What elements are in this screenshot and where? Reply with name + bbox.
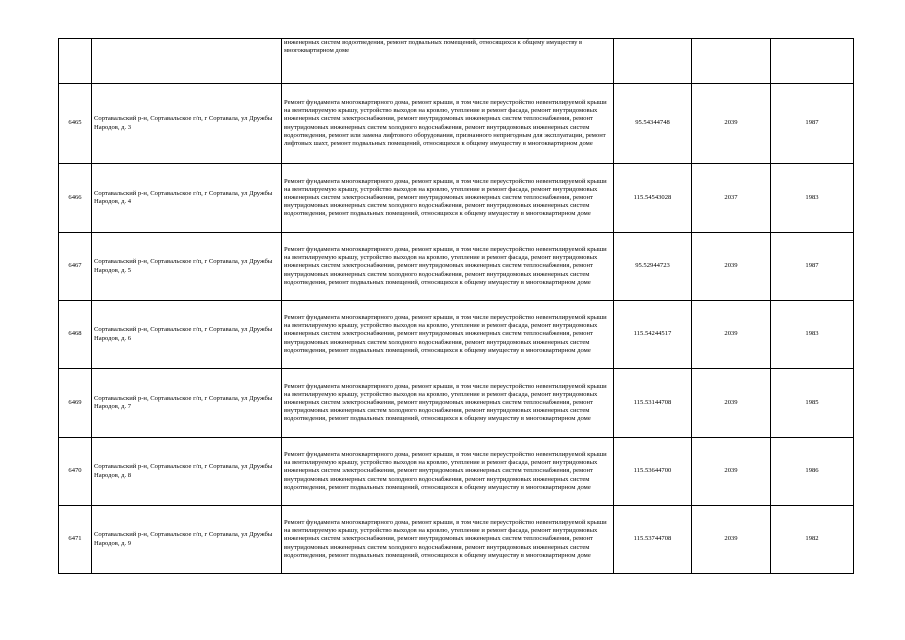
table-row	[59, 301, 854, 369]
works-list-cell: инженерных систем водоотведения, ремонт подвальных помещений, относящихся к общему имуществу в многоквартирном доме	[282, 39, 614, 84]
address-cell: Сортавальский р-н, Сортавальское г/п, г Сортавала, ул Дружбы Народов, д. 5	[92, 233, 282, 301]
works-list-cell: Ремонт фундамента многоквартирного дома, ремонт крыши, в том числе переустройство невентилируемой крыши на вентилируемую крышу, устройство выходов на кровлю, утепление и ремонт фасада, ремонт внутридомовых инженерных систем электроснабжения, ремонт внутридомовых инженерных систем теплоснабжения, ремонт внутридомовых инженерных систем холодного водоснабжения, ремонт внутридомовых инженерных систем водоотведения, ремонт или замена лифтового оборудования, признанного непригодным для эксплуатации, ремонт лифтовых шахт, ремонт подвальных помещений, относящихся к общему имуществу в многоквартирном доме	[282, 84, 614, 164]
address-cell: Сортавальский р-н, Сортавальское г/п, г Сортавала, ул Дружбы Народов, д. 4	[92, 164, 282, 233]
table-row	[59, 39, 854, 84]
build-year-cell: 1987	[771, 84, 854, 164]
works-list-cell: Ремонт фундамента многоквартирного дома, ремонт крыши, в том числе переустройство невентилируемой крыши на вентилируемую крышу, устройство выходов на кровлю, утепление и ремонт фасада, ремонт внутридомовых инженерных систем электроснабжения, ремонт внутридомовых инженерных систем теплоснабжения, ремонт внутридомовых инженерных систем холодного водоснабжения, ремонт внутридомовых инженерных систем водоотведения, ремонт подвальных помещений, относящихся к общему имуществу в многоквартирном доме	[282, 233, 614, 301]
address-cell: Сортавальский р-н, Сортавальское г/п, г Сортавала, ул Дружбы Народов, д. 3	[92, 84, 282, 164]
address-cell: Сортавальский р-н, Сортавальское г/п, г Сортавала, ул Дружбы Народов, д. 9	[92, 506, 282, 574]
planned-year-cell: 2039	[692, 84, 771, 164]
row-number-cell: 6469	[59, 369, 92, 438]
row-number-cell: 6470	[59, 438, 92, 506]
address-cell: Сортавальский р-н, Сортавальское г/п, г Сортавала, ул Дружбы Народов, д. 6	[92, 301, 282, 369]
works-list-cell: Ремонт фундамента многоквартирного дома, ремонт крыши, в том числе переустройство невентилируемой крыши на вентилируемую крышу, устройство выходов на кровлю, утепление и ремонт фасада, ремонт внутридомовых инженерных систем электроснабжения, ремонт внутридомовых инженерных систем теплоснабжения, ремонт внутридомовых инженерных систем холодного водоснабжения, ремонт внутридомовых инженерных систем водоотведения, ремонт подвальных помещений, относящихся к общему имуществу в многоквартирном доме	[282, 301, 614, 369]
row-number-cell: 6468	[59, 301, 92, 369]
works-list-cell: Ремонт фундамента многоквартирного дома, ремонт крыши, в том числе переустройство невентилируемой крыши на вентилируемую крышу, устройство выходов на кровлю, утепление и ремонт фасада, ремонт внутридомовых инженерных систем электроснабжения, ремонт внутридомовых инженерных систем теплоснабжения, ремонт внутридомовых инженерных систем холодного водоснабжения, ремонт внутридомовых инженерных систем водоотведения, ремонт подвальных помещений, относящихся к общему имуществу в многоквартирном доме	[282, 164, 614, 233]
table-row	[59, 164, 854, 233]
area-cell: 115.54244517	[614, 301, 692, 369]
area-cell	[614, 39, 692, 84]
row-number-cell: 6466	[59, 164, 92, 233]
build-year-cell: 1985	[771, 369, 854, 438]
row-number-cell: 6471	[59, 506, 92, 574]
area-cell: 115.53644700	[614, 438, 692, 506]
area-cell: 95.52944723	[614, 233, 692, 301]
build-year-cell: 1986	[771, 438, 854, 506]
works-list-cell: Ремонт фундамента многоквартирного дома, ремонт крыши, в том числе переустройство невентилируемой крыши на вентилируемую крышу, устройство выходов на кровлю, утепление и ремонт фасада, ремонт внутридомовых инженерных систем электроснабжения, ремонт внутридомовых инженерных систем теплоснабжения, ремонт внутридомовых инженерных систем холодного водоснабжения, ремонт внутридомовых инженерных систем водоотведения, ремонт подвальных помещений, относящихся к общему имуществу в многоквартирном доме	[282, 506, 614, 574]
table-row	[59, 506, 854, 574]
table-row	[59, 84, 854, 164]
build-year-cell	[771, 39, 854, 84]
build-year-cell: 1987	[771, 233, 854, 301]
table-row	[59, 233, 854, 301]
works-list-cell: Ремонт фундамента многоквартирного дома, ремонт крыши, в том числе переустройство невентилируемой крыши на вентилируемую крышу, устройство выходов на кровлю, утепление и ремонт фасада, ремонт внутридомовых инженерных систем электроснабжения, ремонт внутридомовых инженерных систем теплоснабжения, ремонт внутридомовых инженерных систем холодного водоснабжения, ремонт внутридомовых инженерных систем водоотведения, ремонт подвальных помещений, относящихся к общему имуществу в многоквартирном доме	[282, 369, 614, 438]
build-year-cell: 1982	[771, 506, 854, 574]
works-list-cell: Ремонт фундамента многоквартирного дома, ремонт крыши, в том числе переустройство невентилируемой крыши на вентилируемую крышу, устройство выходов на кровлю, утепление и ремонт фасада, ремонт внутридомовых инженерных систем электроснабжения, ремонт внутридомовых инженерных систем теплоснабжения, ремонт внутридомовых инженерных систем холодного водоснабжения, ремонт внутридомовых инженерных систем водоотведения, ремонт подвальных помещений, относящихся к общему имуществу в многоквартирном доме	[282, 438, 614, 506]
address-cell	[92, 39, 282, 84]
row-number-cell: 6467	[59, 233, 92, 301]
row-number-cell	[59, 39, 92, 84]
area-cell: 115.53744708	[614, 506, 692, 574]
address-cell: Сортавальский р-н, Сортавальское г/п, г Сортавала, ул Дружбы Народов, д. 8	[92, 438, 282, 506]
area-cell: 115.54543028	[614, 164, 692, 233]
planned-year-cell: 2039	[692, 233, 771, 301]
table-row	[59, 369, 854, 438]
build-year-cell: 1983	[771, 301, 854, 369]
table-row	[59, 438, 854, 506]
planned-year-cell: 2039	[692, 506, 771, 574]
planned-year-cell	[692, 39, 771, 84]
repair-program-table	[58, 38, 854, 574]
planned-year-cell: 2039	[692, 438, 771, 506]
address-cell: Сортавальский р-н, Сортавальское г/п, г Сортавала, ул Дружбы Народов, д. 7	[92, 369, 282, 438]
planned-year-cell: 2037	[692, 164, 771, 233]
area-cell: 95.54344748	[614, 84, 692, 164]
planned-year-cell: 2039	[692, 369, 771, 438]
build-year-cell: 1983	[771, 164, 854, 233]
area-cell: 115.53144708	[614, 369, 692, 438]
planned-year-cell: 2039	[692, 301, 771, 369]
row-number-cell: 6465	[59, 84, 92, 164]
